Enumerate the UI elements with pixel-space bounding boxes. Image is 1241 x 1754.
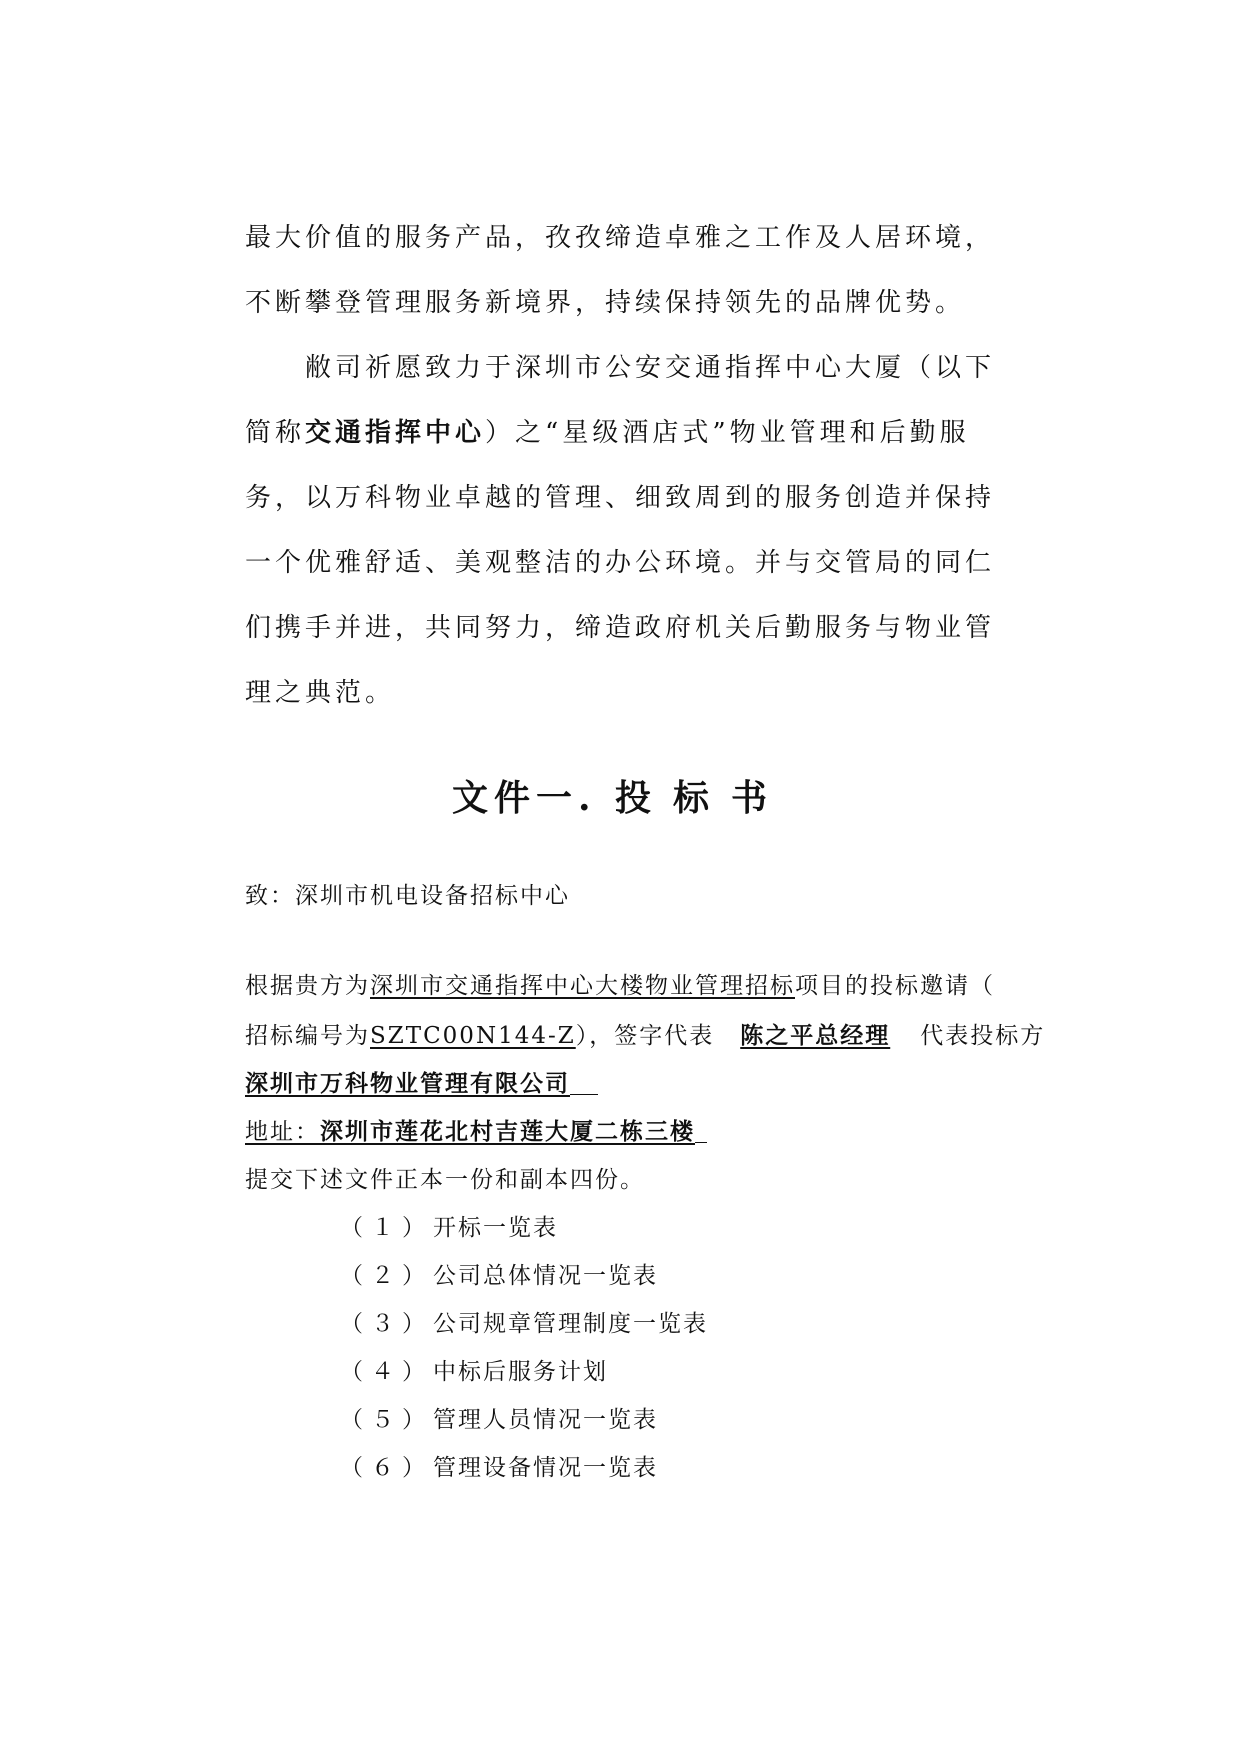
commitment-line-6: 理之典范。 <box>245 678 396 708</box>
list-item-number: （６） <box>340 1455 433 1481</box>
list-item <box>340 1212 558 1244</box>
list-item-text: 管理人员情况一览表 <box>433 1407 658 1433</box>
bidder-company <box>245 1068 598 1100</box>
letter-body-line-1 <box>245 970 995 1002</box>
letter-body-line-2 <box>245 1020 1045 1052</box>
bidder-address <box>245 1116 707 1148</box>
letter-body-2-pre: 招标编号为 <box>245 1023 370 1049</box>
commitment-line-2-post: ）之“星级酒店式”物业管理和后勤服 <box>485 418 970 448</box>
tender-code: SZTC00N144-Z <box>370 1023 576 1049</box>
list-item-text: 中标后服务计划 <box>433 1359 608 1385</box>
document-title <box>0 773 1241 823</box>
list-item-number: （２） <box>340 1263 433 1289</box>
document-title-part1: 文件一. <box>451 777 597 819</box>
commitment-line-2 <box>245 415 970 451</box>
list-item-number: （４） <box>340 1359 433 1385</box>
letter-body-1-post: 项目的投标邀请（ <box>795 973 995 999</box>
list-item <box>340 1452 658 1484</box>
list-item-number: （５） <box>340 1407 433 1433</box>
address-value: 深圳市莲花北村吉莲大厦二栋三楼 <box>320 1118 695 1145</box>
list-item-text: 开标一览表 <box>433 1215 558 1241</box>
company-underline-blank <box>570 1070 598 1095</box>
commitment-line-1: 敝司祈愿致力于深圳市公安交通指挥中心大厦（以下 <box>305 353 996 383</box>
commitment-line-5: 们携手并进，共同努力，缔造政府机关后勤服务与物业管 <box>245 613 996 643</box>
representative-name: 陈之平总经理 <box>740 1022 891 1049</box>
list-item-text: 管理设备情况一览表 <box>433 1455 658 1481</box>
list-item <box>340 1404 658 1436</box>
intro-line-2: 不断攀登管理服务新境界，持续保持领先的品牌优势。 <box>245 288 966 318</box>
commitment-line-2-pre: 简称 <box>245 418 306 448</box>
traffic-center-bold: 交通指挥中心 <box>305 418 486 448</box>
address-label: 地址： <box>245 1119 320 1145</box>
list-item <box>340 1356 608 1388</box>
address-underline-blank <box>695 1118 707 1143</box>
document-title-part2: 投标书 <box>615 777 790 819</box>
list-item <box>340 1308 708 1340</box>
letter-body-1-pre: 根据贵方为 <box>245 973 370 999</box>
bidder-company-name: 深圳市万科物业管理有限公司 <box>245 1070 570 1097</box>
letter-body-2-post: 代表投标方 <box>920 1023 1046 1049</box>
list-item-number: （１） <box>340 1215 433 1241</box>
list-item <box>340 1260 658 1292</box>
list-item-number: （３） <box>340 1311 433 1337</box>
project-name: 深圳市交通指挥中心大楼物业管理招标 <box>370 973 795 999</box>
commitment-line-4: 一个优雅舒适、美观整洁的办公环境。并与交管局的同仁 <box>245 548 996 578</box>
submit-statement: 提交下述文件正本一份和副本四份。 <box>245 1167 645 1193</box>
list-item-text: 公司规章管理制度一览表 <box>433 1311 708 1337</box>
list-item-text: 公司总体情况一览表 <box>433 1263 658 1289</box>
commitment-line-3: 务，以万科物业卓越的管理、细致周到的服务创造并保持 <box>245 483 996 513</box>
letter-body-2-mid: ），签字代表 <box>575 1023 715 1049</box>
intro-line-1: 最大价值的服务产品，孜孜缔造卓雅之工作及人居环境， <box>245 223 996 253</box>
letter-recipient: 致：深圳市机电设备招标中心 <box>245 883 570 909</box>
